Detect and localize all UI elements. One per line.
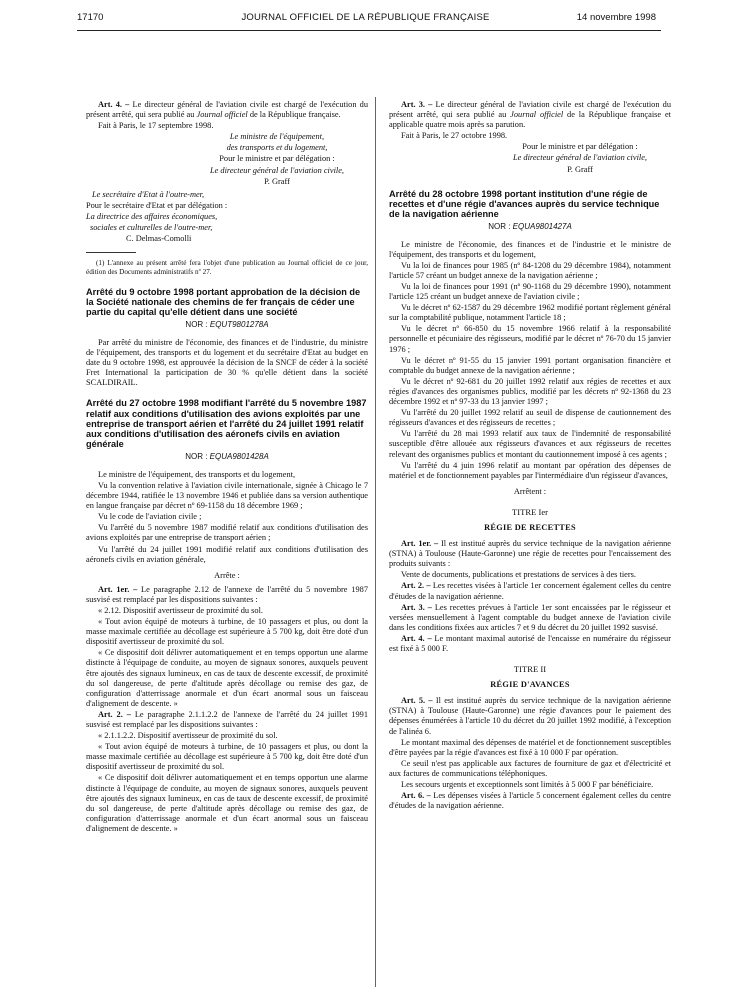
visa: Vu le décret nº 62-1587 du 29 décembre 1962 modifié portant règlement général sur la comptabilité publique, notamment l'article 18 ; [389,303,671,323]
visa: Vu la loi de finances pour 1985 (nº 84-1208 du 29 décembre 1984), notamment l'article 57 créant un budget annexe de la navigation aérienne ; [389,260,671,280]
visa: Vu le décret nº 92-681 du 20 juillet 1992 relatif aux régies de recettes et aux régies d'avances des organismes publics, modifié par les décrets nº 92-1368 du 23 décembre 1992 et nº 97-33 du 13 janvier 1997 ; [389,376,671,407]
header-rule [77,30,661,31]
footnote-separator [86,252,136,253]
quote: « 2.1.1.2.2. Dispositif avertisseur de proximité du sol. [98,731,278,741]
arrete-9-octobre-body: Par arrêté du ministre de l'économie, des finances et de l'industrie, du ministre de l'équipement, des transports et du logement et du secrétaire d'Etat au budget en date du 9 octobre 1998, est approuvée la décision de la SNCF de céder à la société Fret International la participation de 30 % qu'elle détient dans la société SCALDIRAIL. [86,337,368,388]
article-1: Art. 1er. – Le paragraphe 2.12 de l'annexe de l'arrêté du 5 novembre 1987 susvisé est remplacé par les dispositions suivantes : [86,584,368,604]
quote: « Ce dispositif doit délivrer automatiquement et en temps opportun une alarme distincte à l'équipage de conduite, au moyen de signaux sonores, auxquels peuvent être ajoutés des signaux lumineux, en cas de taux de descente excessif, de proximité du sol dangereuse, de perte d'altitude après décollage ou remise des gaz, de configuration d'atterrissage anormale et d'un écart anormal sous un faisceau d'alignement de descente. » [86,773,368,833]
column-divider [375,97,376,987]
visa: Le ministre de l'équipement, des transports et du logement, [98,469,296,479]
article-3: Art. 3. – Les recettes prévues à l'article 1er sont encaissées par le régisseur et versées mensuellement à l'agent comptable du budget annexe de l'aviation civile dans les conditions fixées aux articles 7 et 9 du décret du 20 juillet 1992 susvisé. [389,602,671,632]
quote: « Tout avion équipé de moteurs à turbine, de 10 passagers et plus, ou dont la masse maximale certifiée au décollage est supérieure à 5 700 kg, doit être doté d'un dispositif avertisseur de proximité du sol. [86,742,368,772]
visa: Vu le décret nº 66-850 du 15 novembre 1966 relatif à la responsabilité personnelle et pécuniaire des régisseurs, modifié par le décret nº 76-70 du 15 janvier 1976 ; [389,324,672,354]
visa: Vu la convention relative à l'aviation civile internationale, signée à Chicago le 7 décembre 1944, ratifiée le 13 novembre 1946 et publiée dans sa version authentique en langue française par décret nº 69-1158 du 18 décembre 1969 ; [86,480,368,511]
article-2: Art. 2. – Le paragraphe 2.1.1.2.2 de l'annexe de l'arrêté du 24 juillet 1991 susvisé est remplacé par les dispositions suivantes : [86,709,368,729]
page-number: 17170 [77,12,104,23]
paragraph: Les secours urgents et exceptionnels sont limités à 5 000 F par bénéficiaire. [401,780,654,790]
quote: « 2.12. Dispositif avertisseur de proximité du sol. [98,605,264,615]
arrete-label: Arrête : [214,570,240,580]
nor-reference: NOR : EQUA9801427A [488,221,572,231]
page-header [0,0,731,40]
quote: « Tout avion équipé de moteurs à turbine, de 10 passagers et plus, ou dont la masse maximale certifiée au décollage est supérieure à 5 700 kg, doit être doté d'un dispositif avertisseur de proximité du sol. [86,617,368,647]
article-4: Art. 4. – Le directeur général de l'aviation civile est chargé de l'exécution du présent arrêté, qui sera publié au Journal officiel de la République française. [86,100,368,120]
visa: Vu l'arrêté du 5 novembre 1987 modifié relatif aux conditions d'utilisation des avions exploités par une entreprise de transport aérien ; [86,523,368,543]
titre-2: TITRE II [513,664,547,675]
fait-a-paris: Fait à Paris, le 17 septembre 1998. [98,121,214,131]
regie-d-avances-heading: RÉGIE D'AVANCES [490,680,570,690]
article-4: Art. 4. – Le montant maximal autorisé de l'encaisse en numéraire du régisseur est fixé à 5 000 F. [389,633,671,654]
arrete-9-octobre-title: Arrêté du 9 octobre 1998 portant approbation de la décision de la Société nationale des chemins de fer français de céder une partie du capital qu'elle détient dans une société [86,286,361,318]
article-6: Art. 6. – Les dépenses visées à l'article 5 concernent également celles du centre d'études de la navigation aérienne. [389,791,672,811]
paragraph: Le montant maximal des dépenses de matériel et de fonctionnement susceptibles d'être payées par la régie d'avances est fixé à 10 000 F par opération. [389,737,671,757]
visa: Vu le code de l'aviation civile ; [98,512,202,522]
issue-date: 14 novembre 1998 [576,12,656,23]
fait-a-paris: Fait à Paris, le 27 octobre 1998. [401,131,508,141]
visa: Vu le décret nº 91-55 du 15 janvier 1991 portant organisation financière et comptable du budget annexe de la navigation aérienne ; [389,355,671,375]
titre-1: TITRE Ier [511,506,549,517]
article-3: Art. 3. – Le directeur général de l'aviation civile est chargé de l'exécution du présent arrêté, qui sera publié au Journal officiel de la République française et applicable quatre mois après sa parution. [389,100,671,130]
footnote: (1) L'annexe au présent arrêté fera l'objet d'une publication au Journal officiel de ce jour, édition des Documents administratifs nº 27. [86,259,368,277]
article-5: Art. 5. – Il est institué auprès du service technique de la navigation aérienne (STNA) à Toulouse (Haute-Garonne) une régie d'avances pour le paiement des dépenses énumérées à l'article 10 du décret du 20 juillet 1992 modifié, à l'exception de l'alinéa 6. [389,696,671,736]
nor-reference: NOR : EQUT9801278A [185,319,269,329]
paragraph: Ce seuil n'est pas applicable aux factures de fourniture de gaz et d'électricité et aux factures de communications téléphoniques. [389,758,671,778]
signature-block-1: Le ministre de l'équipement, des transports et du logement, Pour le ministre et par délégation : Le directeur général de l'aviation civile, P. Graff [209,132,344,186]
visa: Vu l'arrêté du 20 juillet 1992 relatif au seuil de dispense de cautionnement des régisseurs d'avances et des régisseurs de recettes ; [389,408,671,428]
nor-reference: NOR : EQUA9801428A [185,451,269,461]
article-1: Art. 1er. – Il est institué auprès du service technique de la navigation aérienne (STNA) à Toulouse (Haute-Garonne) une régie de recettes pour l'encaissement des produits suivants : [389,539,671,569]
arrete-27-octobre-title: Arrêté du 27 octobre 1998 modifiant l'arrêté du 5 novembre 1987 relatif aux conditions d'utilisation des avions exploités par une entreprise de transport aérien et l'arrêté du 24 juillet 1991 relatif aux conditions d'utilisation des aéronefs civils en aviation générale [86,398,367,450]
visa: Vu l'arrêté du 28 mai 1993 relatif aux taux de l'indemnité de responsabilité susceptible d'être allouée aux régisseurs d'avances et aux régisseurs de recettes relevant des organismes publics et montant du cautionnement imposé à ces agents ; [389,429,671,459]
regie-de-recettes-heading: RÉGIE DE RECETTES [484,522,576,532]
visa: Vu l'arrêté du 4 juin 1996 relatif au montant par opération des dépenses de matériel et de fonctionnement payables par l'intermédiaire d'un régisseur d'avances, [389,460,671,480]
arrete-28-octobre-title: Arrêté du 28 octobre 1998 portant institution d'une régie de recettes et d'une régie d'avances auprès du service technique de la navigation aérienne [389,188,660,220]
journal-title: JOURNAL OFFICIEL DE LA RÉPUBLIQUE FRANÇAISE [241,12,490,23]
visa: Le ministre de l'économie, des finances et de l'industrie et le ministre de l'équipement, des transports et du logement, [389,239,671,259]
article-2: Art. 2. – Les recettes visées à l'article 1er concernent également celles du centre d'études de la navigation aérienne. [389,581,671,601]
signature-block-2: Le secrétaire d'Etat à l'outre-mer, Pour le secrétaire d'Etat et par délégation : La directrice des affaires économiques, sociales et culturelles de l'outre-mer, C. Delmas-Comolli [86,189,228,244]
left-column [86,100,368,835]
right-column [389,100,671,812]
visa: Vu l'arrêté du 24 juillet 1991 modifié relatif aux conditions d'utilisation des aéronefs civils en aviation générale, [86,544,368,564]
arretent-label: Arrêtent : [513,486,547,496]
quote: « Ce dispositif doit délivrer automatiquement et en temps opportun une alarme distincte à l'équipage de conduite, au moyen de signaux sonores, auxquels peuvent être ajoutés des signaux lumineux, en cas de taux de descente excessif, de proximité du sol dangereuse, de perte d'altitude après décollage ou remise des gaz, de configuration d'atterrissage anormale et d'un écart anormal sous un faisceau d'alignement de descente. » [86,648,368,708]
paragraph: Vente de documents, publications et prestations de services à des tiers. [401,570,636,580]
signature-block: Pour le ministre et par délégation : Le directeur général de l'aviation civile, P. Graff [512,142,647,174]
visa: Vu la loi de finances pour 1991 (nº 90-1168 du 29 décembre 1990), notamment l'article 125 créant un budget annexe de l'aviation civile ; [389,282,671,302]
